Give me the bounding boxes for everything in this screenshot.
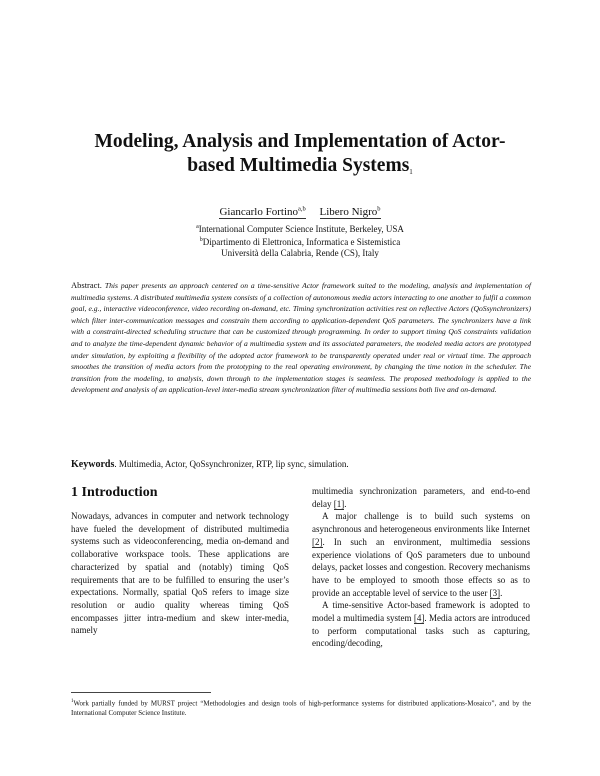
footnote [71, 697, 531, 718]
abstract-label: Abstract. [71, 280, 102, 290]
affiliation-b-line-2: Università della Calabria, Rende (CS), Italy [221, 248, 379, 258]
author-1-sup: a,b [298, 205, 306, 212]
affiliation-b [100, 234, 500, 248]
affiliation-b-mark: b [199, 237, 203, 243]
ref-3-link[interactable]: [3] [489, 587, 501, 598]
author-2-name: Libero Nigro [319, 205, 378, 218]
rp1-end: . [344, 498, 347, 509]
rp3-text-b: . Media actors are introduced to perform computational tasks such as capturing, encoding/decoding, [312, 613, 530, 649]
right-paragraph-1 [312, 485, 530, 510]
section-heading: 1 Introduction [71, 485, 158, 500]
footnote-divider [71, 692, 211, 693]
rp3-text-a: A time-sensitive Actor-based framework is adopted to model a multimedia system [312, 600, 530, 624]
rp2-text-a: A major challenge is to build such systems on asynchronous and heterogeneous environments like Internet [312, 511, 530, 535]
right-paragraph-2 [312, 510, 530, 599]
author-1[interactable] [219, 206, 305, 219]
author-2-sup: b [377, 205, 381, 212]
title-footnote-mark: 1 [409, 168, 413, 176]
abstract [71, 280, 531, 396]
affiliation-a-mark: a [196, 224, 199, 230]
affiliation-a [100, 221, 500, 235]
footnote-text: Work partially funded by MURST project “Methodologies and design tools of high-performance systems for distributed applications-Mosaico”, and by the International Computer Science Institute. [71, 699, 531, 718]
title-line-2: based Multimedia Systems [187, 155, 410, 176]
author-2[interactable] [320, 206, 381, 219]
left-paragraph-1: Nowadays, advances in computer and network technology have fueled the development of distributed multimedia systems such as videoconferencing, media on-demand and collaborative workspace tools. These applications are characterized by spatial and (notably) timing QoS requirements that are to be fulfilled to ensuring the user’s expectations. Normally, spatial QoS refers to image size resolution or audio quality whereas timing QoS encompasses jitter intra-medium and skew inter-media, namely [71, 511, 289, 636]
author-list [100, 205, 500, 218]
ref-2-link[interactable]: [2] [312, 536, 323, 547]
affiliation-b-text: Dipartimento di Elettronica, Informatica e Sistemistica [202, 237, 401, 247]
right-paragraph-3 [312, 599, 530, 650]
rp1-text: multimedia synchronization parameters, and end-to-end delay [312, 486, 530, 509]
left-column [71, 510, 289, 637]
abstract-text: This paper presents an approach centered on a time-sensitive Actor framework suited to the modeling, analysis and implementation of multimedia systems. A distributed multimedia system consists of a collection of autonomous media actors interacting to one another to fulfil a common goal, e.g., interactive videoconference, video recording on-demand, etc. Timing synchronization activities rest on reflective Actors (QoSsynchronizers) which filter inter-communication messages and constrain them according to application-dependent QoS parameters. The synchronizers have a link with a constraint-directed scheduling structure that can be customized through programming. In order to support timing QoS constraints validation and to analyze the time-dependent dynamic behavior of a multimedia system and its associated parameters, the modeled media actors are prototyped under simulation, by exploiting a flexibility of the adopted actor framework to be transparently operated under real or virtual time. The approach smoothes the transition of media actors from the prototyping to the real operating environment, by changing the time notion in the scheduler. The transition from the modeling, to analysis, down through to the implementation stages is seamless. The proposed methodology is applied to the development and analysis of an application-level inter-media stream synchronization filter of multimedia sessions both live and on-demand. [71, 281, 531, 395]
keywords [71, 459, 531, 470]
rp2-end: . [500, 587, 503, 598]
ref-4-link[interactable]: [4] [413, 613, 425, 624]
keywords-text: . Multimedia, Actor, QoSsynchronizer, RTP, lip sync, simulation. [114, 459, 349, 469]
right-column [312, 485, 530, 650]
paper-title [60, 130, 540, 178]
affiliation-a-text: International Computer Science Institute, Berkeley, USA [198, 224, 404, 234]
keywords-label: Keywords [71, 459, 115, 470]
rp2-text-b: . In such an environment, multimedia sessions experience violations of QoS parameters due to unbound delays, packet losses and congestion. Recovery mechanisms have to be employed to smooth those effects so as to provide an acceptable level of service to the user [312, 536, 530, 598]
author-1-name: Giancarlo Fortino [219, 205, 298, 218]
footnote-mark: 1 [71, 699, 74, 704]
title-line-1: Modeling, Analysis and Implementation of Actor- [94, 131, 506, 152]
ref-1-link[interactable]: [1] [333, 498, 345, 509]
